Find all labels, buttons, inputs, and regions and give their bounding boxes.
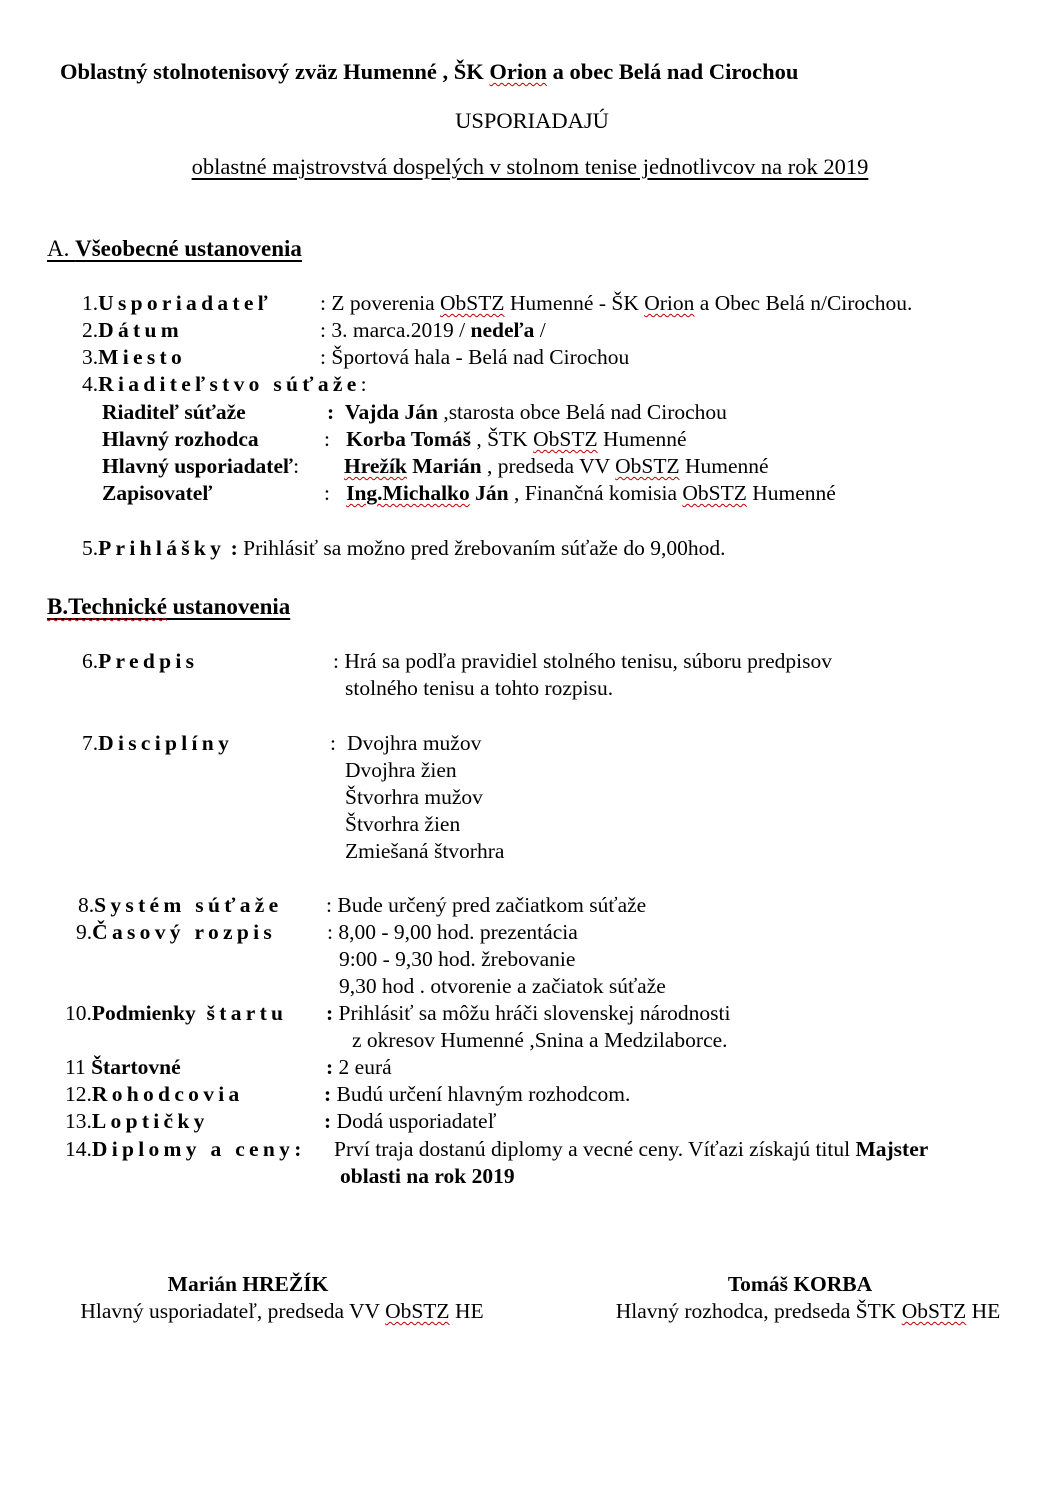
section-b-title	[47, 594, 290, 619]
item-8-val: Bude určený pred začiatkom súťaže	[331, 893, 647, 917]
official-value-2	[324, 429, 687, 451]
item-9-sep: :	[327, 920, 333, 944]
item-9-num: 9.	[76, 920, 93, 944]
schedule-3: 9,30 hod . otvorenie a začiatok súťaže	[339, 974, 666, 998]
official-sep-1: :	[327, 400, 335, 424]
official-rest-4c: Humenné	[746, 481, 836, 505]
official-value-4	[324, 483, 836, 505]
item-13-label	[65, 1111, 209, 1133]
item-14-value-2: oblasti na rok 2019	[340, 1164, 515, 1188]
item-1-label	[82, 293, 272, 315]
discipline-1: Dvojhra mužov	[347, 731, 482, 755]
official-role-2: Hlavný rozhodca	[102, 427, 259, 451]
item-10-num: 10.	[65, 1001, 92, 1025]
official-sep-4: :	[324, 481, 330, 505]
item-7-sep: :	[330, 731, 336, 755]
signature-right-obstz: ObSTZ	[901, 1299, 967, 1323]
item-9-value-1	[327, 922, 578, 944]
official-rest-3-obstz: ObSTZ	[615, 454, 680, 478]
item-14-num: 14.	[65, 1137, 92, 1161]
official-value-3	[344, 456, 769, 478]
signature-right-title	[616, 1301, 1001, 1323]
item-1-sep: :	[320, 291, 326, 315]
item-10-value-2: z okresov Humenné ,Snina a Medzilaborce.	[352, 1028, 728, 1052]
item-9-label	[76, 922, 276, 944]
item-13-value	[324, 1111, 496, 1133]
item-10-sep: :	[326, 1001, 334, 1025]
official-name-1: Vajda Ján	[344, 400, 438, 424]
item-11-val: 2 eurá	[333, 1055, 392, 1079]
item-3-val-a: Športová hala - Belá nad Cirochou	[325, 345, 630, 369]
item-2-val-c: /	[534, 318, 546, 342]
item-10-value-1	[326, 1003, 730, 1025]
official-role-3	[102, 456, 299, 478]
official-value-1	[327, 402, 727, 424]
discipline-5: Zmiešaná štvorhra	[345, 839, 505, 863]
event-title	[192, 156, 869, 179]
item-10-label	[65, 1003, 287, 1025]
item-2-sep: :	[320, 318, 326, 342]
official-sep-2: :	[324, 427, 330, 451]
item-2-val-a: 3. marca.2019 /	[325, 318, 471, 342]
item-11-sep: :	[326, 1055, 334, 1079]
item-5	[82, 538, 725, 560]
item-1-orion: Orion	[644, 291, 695, 315]
item-2-day: nedeľa	[470, 318, 535, 342]
item-6-sep: :	[333, 649, 339, 673]
item-4-num: 4.	[82, 372, 99, 396]
item-5-label: Prihlášky	[98, 536, 226, 560]
item-13-sep: :	[324, 1109, 332, 1133]
item-3-label-text: Miesto	[98, 345, 187, 369]
official-name-2: Korba Tomáš	[346, 427, 471, 451]
item-3-num: 3.	[82, 345, 99, 369]
item-12-val: Budú určení hlavným rozhodcom.	[331, 1082, 631, 1106]
official-rest-3c: Humenné	[679, 454, 769, 478]
item-4-label-text: Riaditeľstvo súťaže	[98, 372, 361, 396]
item-6-line-1: Hrá sa podľa pravidiel stolného tenisu, súboru predpisov	[338, 649, 832, 673]
official-name-4: Ing.Michalko	[346, 481, 470, 505]
item-12-value	[324, 1084, 630, 1106]
item-6-value-1	[333, 651, 832, 673]
signature-right-title-a: Hlavný rozhodca, predseda ŠTK	[615, 1299, 902, 1323]
signature-left-obstz: ObSTZ	[385, 1299, 450, 1323]
item-14-title-bold: Majster	[855, 1137, 929, 1161]
official-rest-3a: , predseda VV	[481, 454, 616, 478]
item-14-label-text: Diplomy a ceny	[91, 1137, 295, 1161]
item-2-num: 2.	[82, 318, 99, 342]
section-b-heading	[47, 595, 290, 618]
item-14-value-1	[334, 1139, 928, 1161]
discipline-4: Štvorhra žien	[345, 812, 461, 836]
item-4-sep: :	[360, 372, 367, 396]
item-11-label	[65, 1057, 181, 1079]
item-1-val-e: a Obec Belá n/Cirochou.	[694, 291, 913, 315]
item-6-label-text: Predpis	[98, 649, 199, 673]
item-8-sep: :	[326, 893, 332, 917]
item-12-num: 12.	[65, 1082, 92, 1106]
signature-left-name: Marián HREŽÍK	[167, 1272, 329, 1296]
organizer-text: Oblastný stolnotenisový zväz Humenné , ŠK	[60, 59, 490, 84]
item-14-label	[65, 1139, 301, 1161]
item-1-label-text: Usporiadateľ	[98, 291, 273, 315]
item-1-value	[320, 293, 912, 315]
item-11-label-text: Štartovné	[91, 1055, 181, 1079]
item-1-val-a: Z poverenia	[325, 291, 441, 315]
item-10-line-1: Prihlásiť sa môžu hráči slovenskej národnosti	[333, 1001, 731, 1025]
item-13-val: Dodá usporiadateľ	[331, 1109, 497, 1133]
official-rest-2-obstz: ObSTZ	[533, 427, 598, 451]
item-8-label-text: Systém súťaže	[94, 893, 283, 917]
section-a-heading	[47, 237, 302, 260]
schedule-2: 9:00 - 9,30 hod. žrebovanie	[339, 947, 576, 971]
club-name: Orion	[489, 59, 547, 84]
item-8-num: 8.	[78, 893, 95, 917]
item-14-sep: :	[294, 1137, 302, 1161]
organizer-text-end: a obec Belá nad Cirochou	[546, 59, 799, 84]
item-2-label-text: Dátum	[98, 318, 183, 342]
official-name-4b: Ján	[469, 481, 509, 505]
item-3-value	[320, 347, 629, 369]
header-usporiadaju: USPORIADAJÚ	[455, 108, 609, 133]
schedule-1: 8,00 - 9,00 hod. prezentácia	[332, 920, 578, 944]
item-5-num: 5.	[82, 536, 99, 560]
official-role-3-text: Hlavný usporiadateľ	[102, 454, 294, 478]
item-13-label-text: Loptičky	[91, 1109, 209, 1133]
item-13-num: 13.	[65, 1109, 92, 1133]
section-b-title-b: ustanovenia	[166, 594, 291, 619]
item-5-sep: :	[230, 536, 238, 560]
official-rest-2a: , ŠTK	[470, 427, 534, 451]
item-3-sep: :	[320, 345, 326, 369]
item-5-value: Prihlásiť sa možno pred žrebovaním súťaže do 9,00hod.	[237, 536, 726, 560]
official-role-4: Zapisovateľ	[102, 481, 213, 505]
section-b-title-a: B.Technické	[47, 594, 167, 619]
official-name-3b: Marián	[406, 454, 482, 478]
item-11-value	[326, 1057, 392, 1079]
signature-left-title-c: HE	[449, 1299, 484, 1323]
official-rest-4-obstz: ObSTZ	[682, 481, 747, 505]
item-7-label	[82, 733, 233, 755]
item-6-value-2: stolného tenisu a tohto rozpisu.	[345, 676, 614, 700]
item-6-num: 6.	[82, 649, 99, 673]
item-8-label	[78, 895, 282, 917]
signature-right-name: Tomáš KORBA	[727, 1272, 873, 1296]
signature-right-title-c: HE	[966, 1299, 1001, 1323]
signature-left-title	[80, 1301, 483, 1323]
item-6-label	[82, 651, 198, 673]
official-rest-1: ,starosta obce Belá nad Cirochou	[437, 400, 727, 424]
item-7-label-text: Disciplíny	[98, 731, 234, 755]
item-2-label	[82, 320, 183, 342]
official-rest-4a: , Finančná komisia	[508, 481, 683, 505]
item-12-sep: :	[324, 1082, 332, 1106]
section-a-prefix: A.	[47, 236, 76, 261]
event-title-text: oblastné majstrovstvá dospelých v stolnom tenise jednotlivcov na rok 2019	[191, 154, 869, 179]
item-1-obstz: ObSTZ	[440, 291, 505, 315]
official-sep-3: :	[293, 454, 300, 478]
item-4-label	[82, 374, 367, 396]
item-2-value	[320, 320, 546, 342]
item-1-val-c: Humenné - ŠK	[504, 291, 645, 315]
organizer-line	[60, 61, 798, 84]
discipline-3: Štvorhra mužov	[345, 785, 483, 809]
item-11-num: 11	[65, 1055, 92, 1079]
item-10-label-a: Podmienky	[91, 1001, 196, 1025]
item-12-label	[65, 1084, 244, 1106]
item-10-label-b: štartu	[206, 1001, 288, 1025]
item-7-num: 7.	[82, 731, 99, 755]
item-14-val: Prví traja dostanú diplomy a vecné ceny. Víťazi získajú titul	[334, 1137, 856, 1161]
official-rest-2c: Humenné	[597, 427, 687, 451]
item-1-num: 1.	[82, 291, 99, 315]
item-8-value	[326, 895, 646, 917]
official-role-1: Riaditeľ súťaže	[102, 400, 246, 424]
official-name-3: Hrežík	[344, 454, 407, 478]
discipline-2: Dvojhra žien	[345, 758, 457, 782]
signature-left-title-a: Hlavný usporiadateľ, predseda VV	[80, 1299, 386, 1323]
section-a-title: Všeobecné ustanovenia	[75, 236, 302, 261]
item-12-label-text: Rohodcovia	[91, 1082, 244, 1106]
item-3-label	[82, 347, 186, 369]
item-9-label-text: Časový rozpis	[92, 920, 277, 944]
